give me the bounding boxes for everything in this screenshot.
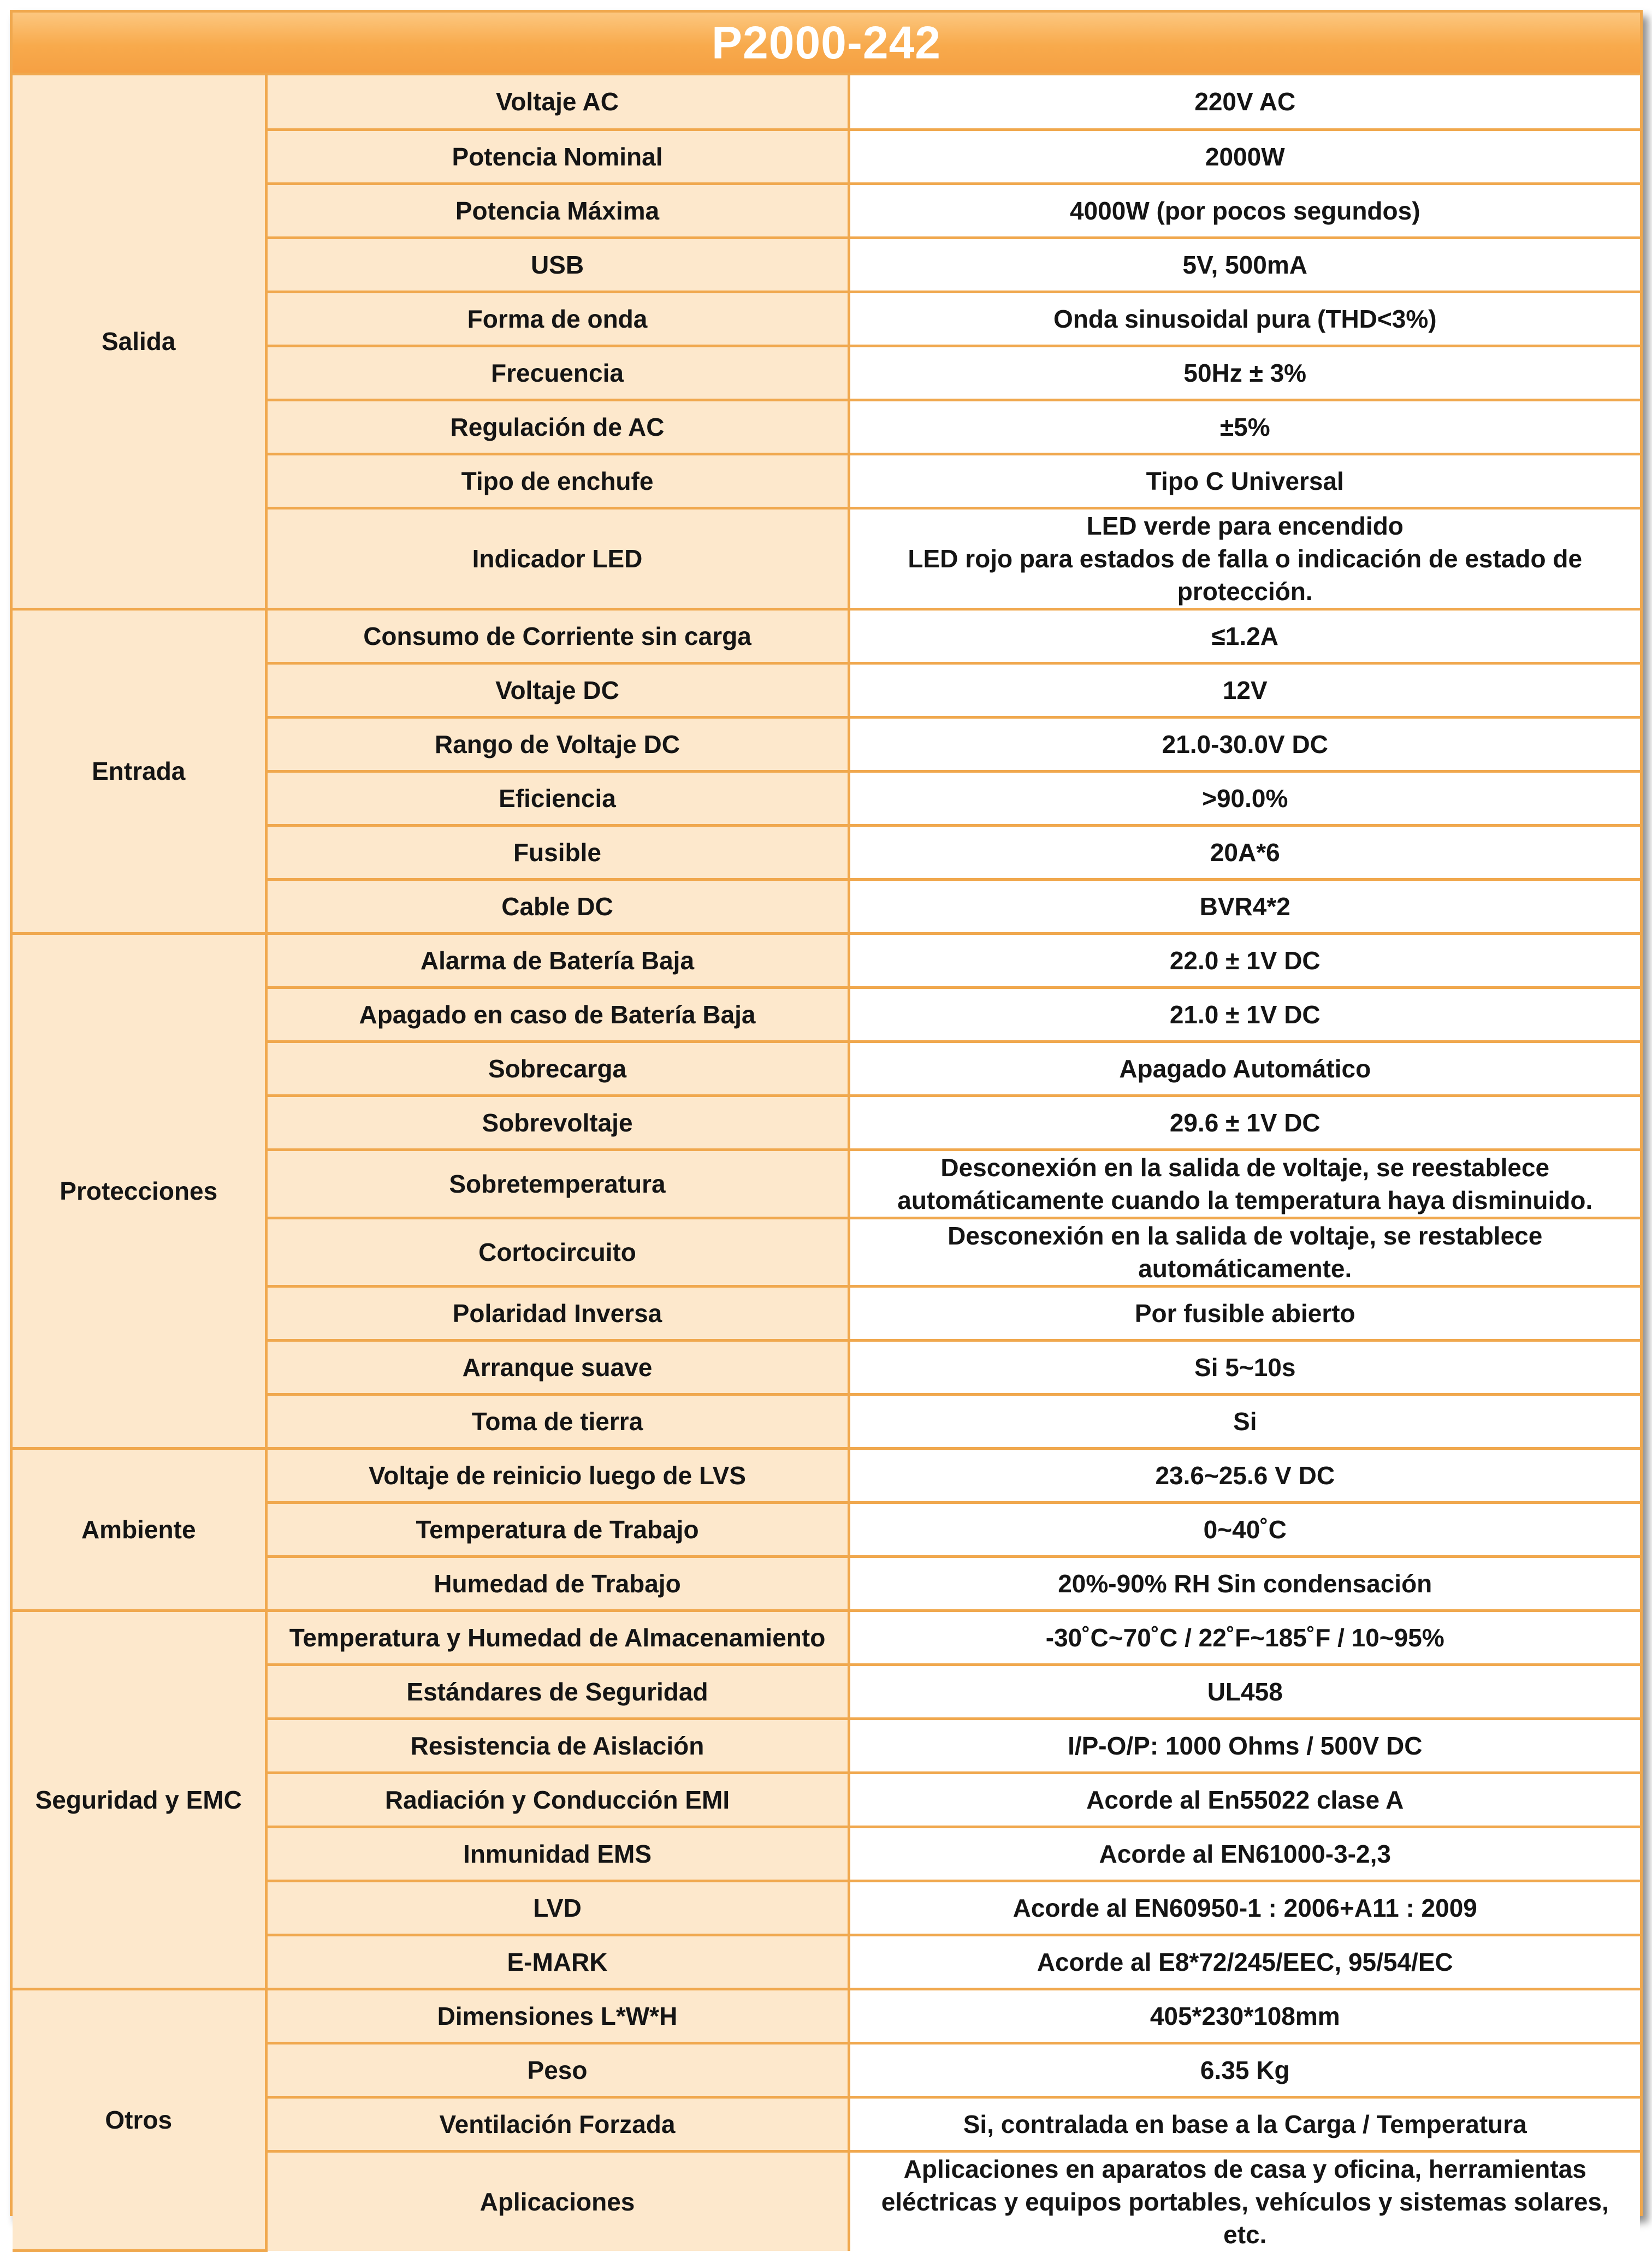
parameter-label: Temperatura y Humedad de Almacenamiento [266, 1610, 849, 1664]
parameter-value: Apagado Automático [849, 1041, 1640, 1095]
spec-table [13, 75, 1640, 2252]
parameter-label: Dimensiones L*W*H [266, 1989, 849, 2043]
spec-row-alarma-de-bateria-baja [13, 933, 1640, 987]
parameter-label: Cortocircuito [266, 1218, 849, 1286]
parameter-label: Frecuencia [266, 346, 849, 400]
category-otros: Otros [13, 1989, 266, 2251]
parameter-label: Peso [266, 2043, 849, 2097]
parameter-value: 5V, 500mA [849, 238, 1640, 292]
category-ambiente: Ambiente [13, 1448, 266, 1610]
parameter-label: Inmunidad EMS [266, 1827, 849, 1881]
parameter-label: Tipo de enchufe [266, 454, 849, 508]
parameter-value: 21.0-30.0V DC [849, 717, 1640, 771]
parameter-label: Aplicaciones [266, 2151, 849, 2251]
parameter-label: Ventilación Forzada [266, 2097, 849, 2151]
parameter-label: Potencia Máxima [266, 183, 849, 238]
spec-row-consumo-de-corriente-sin-carga [13, 609, 1640, 663]
parameter-label: Sobretemperatura [266, 1149, 849, 1218]
parameter-label: Temperatura de Trabajo [266, 1502, 849, 1556]
parameter-value: 12V [849, 663, 1640, 717]
title-bar [13, 13, 1640, 75]
parameter-value: BVR4*2 [849, 879, 1640, 933]
parameter-value: Si 5~10s [849, 1340, 1640, 1394]
parameter-value: 405*230*108mm [849, 1989, 1640, 2043]
category-entrada: Entrada [13, 609, 266, 933]
parameter-value: 220V AC [849, 75, 1640, 129]
parameter-value: Tipo C Universal [849, 454, 1640, 508]
parameter-value: Si [849, 1394, 1640, 1448]
parameter-label: Rango de Voltaje DC [266, 717, 849, 771]
parameter-value: 0~40˚C [849, 1502, 1640, 1556]
parameter-label: Regulación de AC [266, 400, 849, 454]
parameter-label: Estándares de Seguridad [266, 1664, 849, 1718]
parameter-label: Potencia Nominal [266, 129, 849, 183]
product-title: P2000-242 [711, 16, 942, 68]
category-protecciones: Protecciones [13, 933, 266, 1448]
parameter-label: Consumo de Corriente sin carga [266, 609, 849, 663]
parameter-label: Forma de onda [266, 292, 849, 346]
spec-row-voltaje-de-reinicio-luego-de-lvs [13, 1448, 1640, 1502]
parameter-value: I/P-O/P: 1000 Ohms / 500V DC [849, 1718, 1640, 1773]
parameter-label: Voltaje AC [266, 75, 849, 129]
spec-sheet [10, 10, 1643, 2249]
parameter-label: Radiación y Conducción EMI [266, 1773, 849, 1827]
parameter-label: Sobrevoltaje [266, 1095, 849, 1149]
parameter-value: Acorde al E8*72/245/EEC, 95/54/EC [849, 1935, 1640, 1989]
parameter-value: 23.6~25.6 V DC [849, 1448, 1640, 1502]
parameter-value: Desconexión en la salida de voltaje, se restablece automáticamente. [849, 1218, 1640, 1286]
parameter-value: Si, contralada en base a la Carga / Temperatura [849, 2097, 1640, 2151]
spec-row-dimensiones-l-w-h [13, 1989, 1640, 2043]
parameter-label: Sobrecarga [266, 1041, 849, 1095]
parameter-value: 22.0 ± 1V DC [849, 933, 1640, 987]
parameter-value: Acorde al EN61000-3-2,3 [849, 1827, 1640, 1881]
parameter-value: Por fusible abierto [849, 1286, 1640, 1340]
parameter-value: 20%-90% RH Sin condensación [849, 1556, 1640, 1610]
parameter-label: Alarma de Batería Baja [266, 933, 849, 987]
parameter-label: Resistencia de Aislación [266, 1718, 849, 1773]
spec-table-body [13, 75, 1640, 2251]
parameter-value: 2000W [849, 129, 1640, 183]
parameter-value: 20A*6 [849, 825, 1640, 879]
parameter-label: Toma de tierra [266, 1394, 849, 1448]
parameter-label: Indicador LED [266, 508, 849, 609]
parameter-value: ≤1.2A [849, 609, 1640, 663]
parameter-value: 6.35 Kg [849, 2043, 1640, 2097]
parameter-label: LVD [266, 1881, 849, 1935]
parameter-value: 29.6 ± 1V DC [849, 1095, 1640, 1149]
parameter-value: 4000W (por pocos segundos) [849, 183, 1640, 238]
parameter-label: Fusible [266, 825, 849, 879]
category-seguridad-y-emc: Seguridad y EMC [13, 1610, 266, 1989]
parameter-value: Acorde al En55022 clase A [849, 1773, 1640, 1827]
category-salida: Salida [13, 75, 266, 609]
parameter-value: LED verde para encendido LED rojo para estados de falla o indicación de estado de protección. [849, 508, 1640, 609]
parameter-value: Desconexión en la salida de voltaje, se reestablece automáticamente cuando la temperatura haya disminuido. [849, 1149, 1640, 1218]
parameter-value: Onda sinusoidal pura (THD<3%) [849, 292, 1640, 346]
parameter-label: Eficiencia [266, 771, 849, 825]
parameter-label: Humedad de Trabajo [266, 1556, 849, 1610]
spec-row-temperatura-y-humedad-de-almacenamiento [13, 1610, 1640, 1664]
parameter-label: USB [266, 238, 849, 292]
parameter-value: UL458 [849, 1664, 1640, 1718]
parameter-value: -30˚C~70˚C / 22˚F~185˚F / 10~95% [849, 1610, 1640, 1664]
parameter-label: Cable DC [266, 879, 849, 933]
parameter-label: Arranque suave [266, 1340, 849, 1394]
parameter-label: E-MARK [266, 1935, 849, 1989]
spec-row-voltaje-ac [13, 75, 1640, 129]
parameter-value: >90.0% [849, 771, 1640, 825]
parameter-label: Apagado en caso de Batería Baja [266, 987, 849, 1041]
parameter-label: Polaridad Inversa [266, 1286, 849, 1340]
parameter-label: Voltaje de reinicio luego de LVS [266, 1448, 849, 1502]
parameter-value: Acorde al EN60950-1 : 2006+A11 : 2009 [849, 1881, 1640, 1935]
parameter-value: Aplicaciones en aparatos de casa y oficina, herramientas eléctricas y equipos portables, vehículos y sistemas solares, etc. [849, 2151, 1640, 2251]
parameter-value: ±5% [849, 400, 1640, 454]
parameter-label: Voltaje DC [266, 663, 849, 717]
parameter-value: 21.0 ± 1V DC [849, 987, 1640, 1041]
parameter-value: 50Hz ± 3% [849, 346, 1640, 400]
